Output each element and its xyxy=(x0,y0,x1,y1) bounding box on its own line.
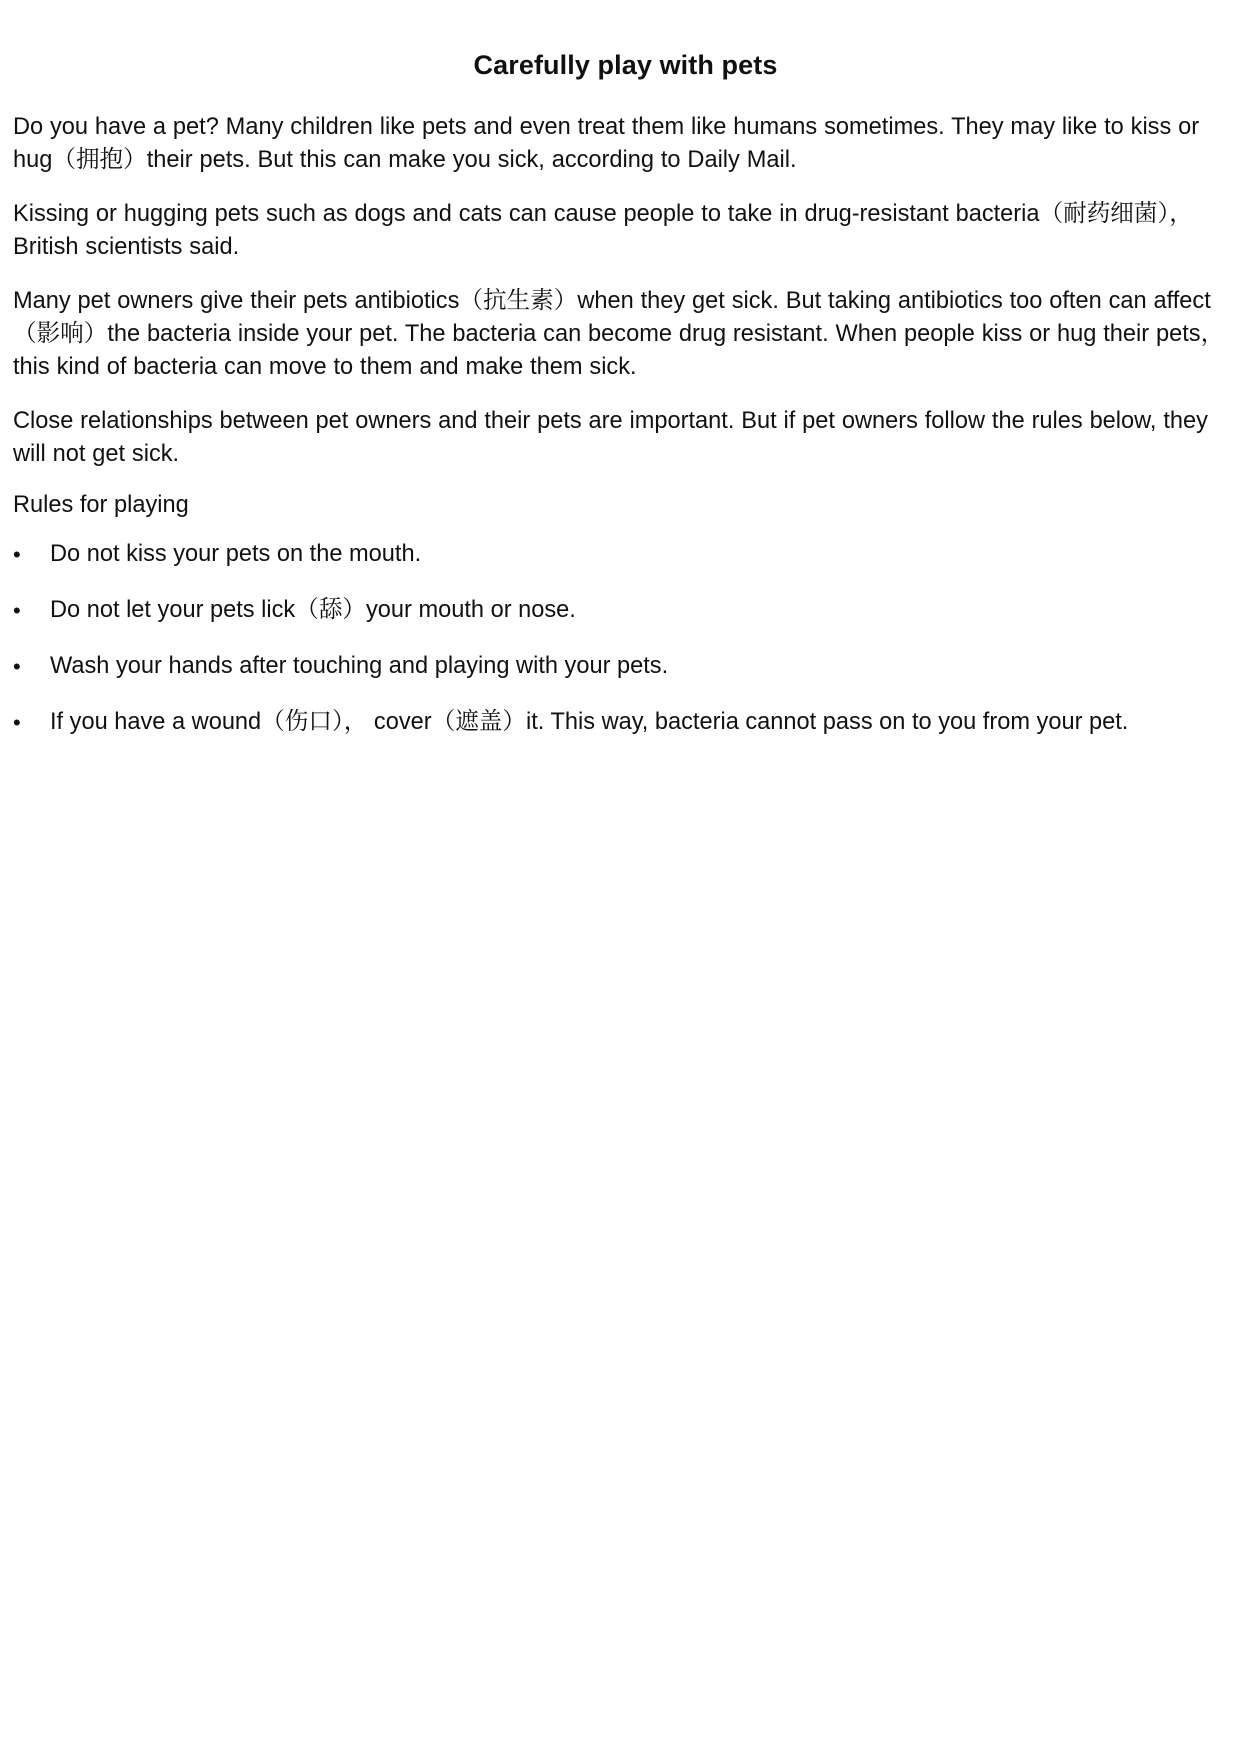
rule-text: Do not kiss your pets on the mouth. xyxy=(50,541,422,567)
rule-item xyxy=(13,706,1228,739)
paragraph-intro: Do you have a pet? Many children like pets and even treat them like humans sometimes. They may like to kiss or hug（拥抱）their pets. But this can make you sick, according to Daily Mail. xyxy=(13,114,1200,173)
paragraph-relationships: Close relationships between pet owners and their pets are important. But if pet owners follow the rules below, they will not get sick. xyxy=(13,408,1208,467)
paragraph-scientists: Kissing or hugging pets such as dogs and cats can cause people to take in drug-resistant bacteria（耐药细菌）， British scientists said. xyxy=(13,201,1193,260)
rules-heading: Rules for playing xyxy=(13,492,189,518)
bullet-icon: • xyxy=(13,710,21,735)
bullet-icon: • xyxy=(13,598,21,623)
rule-item xyxy=(13,594,1228,627)
bullet-icon: • xyxy=(13,542,21,567)
rules-list xyxy=(13,538,1228,739)
rule-item xyxy=(13,538,1228,571)
rule-item xyxy=(13,650,1228,683)
paragraph-antibiotics: Many pet owners give their pets antibiotics（抗生素）when they get sick. But taking antibiotics too often can affect（影响）the bacteria inside your pet. The bacteria can become drug resistant. When people kiss or hug their pets， this kind of bacteria can move to them and make them sick. xyxy=(13,288,1225,380)
bullet-icon: • xyxy=(13,654,21,679)
rule-text: Wash your hands after touching and playing with your pets. xyxy=(50,653,669,679)
rule-text: Do not let your pets lick（舔）your mouth or nose. xyxy=(50,597,576,623)
rule-text: If you have a wound（伤口）， cover（遮盖）it. This way, bacteria cannot pass on to you from your pet. xyxy=(50,709,1129,735)
document-title: Carefully play with pets xyxy=(473,50,778,80)
